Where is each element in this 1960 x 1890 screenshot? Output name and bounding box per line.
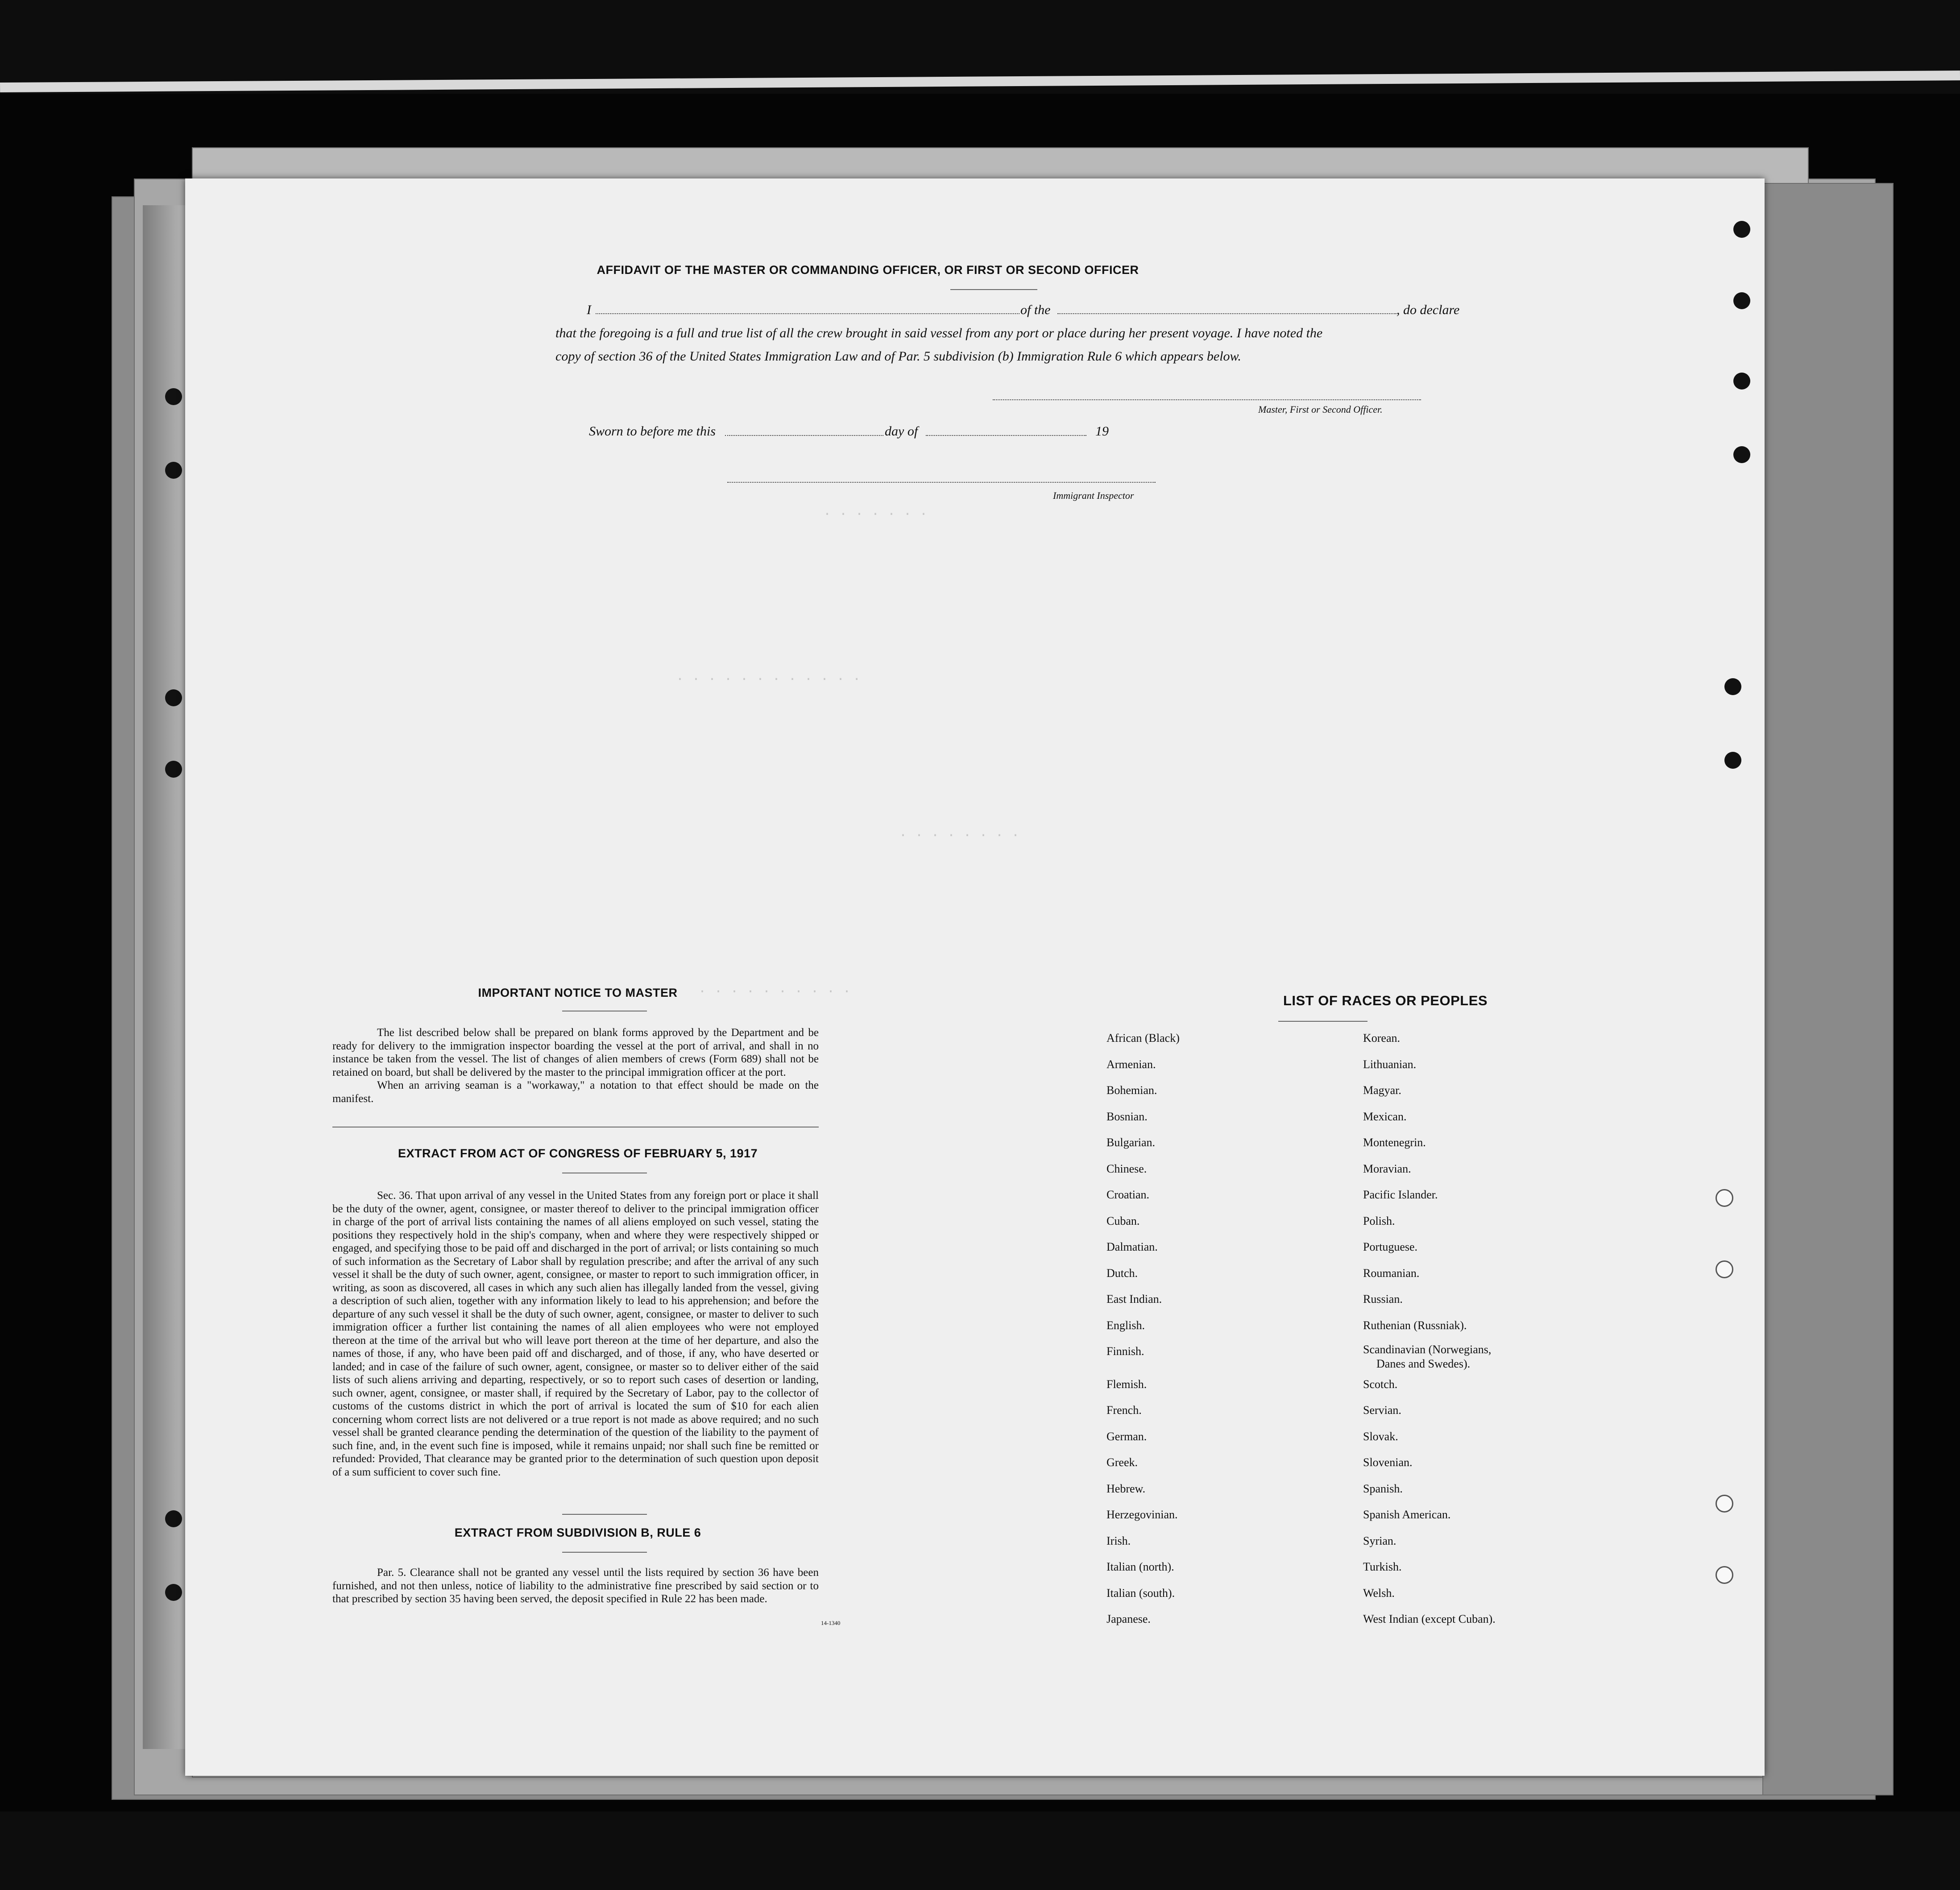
- race-item-right: Scandinavian (Norwegians,: [1363, 1343, 1492, 1356]
- notice-paragraph-1: The list described below shall be prepared on blank forms approved by the Department and be ready for delivery to the immigration inspector boarding the vessel at the port of arrival, and shall in no instance be taken from the vessel. The list of changes of alien members of crews (Form 689) shall not be retained on board, but shall be delivered by the master to the principal immigration officer at the port.: [332, 1027, 819, 1078]
- race-item-left: English.: [1106, 1318, 1145, 1332]
- race-item-right: Pacific Islander.: [1363, 1188, 1438, 1201]
- race-item-left: Armenian.: [1106, 1057, 1156, 1071]
- race-item-left: African (Black): [1106, 1032, 1180, 1044]
- race-item-right: Spanish.: [1363, 1482, 1403, 1495]
- binding-hole: [165, 462, 182, 479]
- affidavit-statement-1: that the foregoing is a full and true list of all the crew brought in said vessel from any port or place during her present voyage. I have noted the: [555, 326, 1323, 340]
- race-item-left: Hebrew.: [1106, 1482, 1146, 1495]
- race-item-right: Korean.: [1363, 1032, 1401, 1044]
- binding-hole: [1716, 1260, 1733, 1278]
- sworn-day-of: day of: [885, 424, 918, 439]
- section-divider: [562, 1514, 647, 1515]
- film-edge-strip: [0, 70, 1960, 92]
- race-item-left: Flemish.: [1106, 1377, 1147, 1391]
- binding-hole: [165, 1510, 182, 1527]
- race-item-left: Bosnian.: [1106, 1110, 1148, 1123]
- par-5-paragraph: Par. 5. Clearance shall not be granted any vessel until the lists required by section 36 have been furnished, and not then unless, notice of liability to the administrative fine prescribed by said section or to that prescribed by section 35 having been served, the deposit specified in Rule 22 has been made.: [332, 1567, 819, 1605]
- race-item-left: Italian (south).: [1106, 1586, 1175, 1600]
- section-36-paragraph: Sec. 36. That upon arrival of any vessel in the United States from any foreign port or place it shall be the duty of the owner, agent, consignee, or master thereof to deliver to the principal immigration officer in charge of the port of arrival lists containing the names of all aliens employed on such vessel, stating the positions they respectively hold in the ship's company, when and where they were respectively shipped or engaged, and specifying those to be paid off and discharged in the port of arrival; or lists containing so much of such information as the Secretary of Labor shall by regulation prescribe; and after the arrival of any such vessel it shall be the duty of such owner, agent, consignee, or master to report to such immigration officer, in writing, as soon as discovered, all cases in which any such alien has illegally landed from the vessel, giving a description of such alien, together with any information likely to lead to his apprehension; and before the departure of any such vessel it shall be the duty of such owner, agent, consignee, or master to deliver to such immigration officer a further list containing the names of all alien employees who were not employed thereon at the time of the arrival but who will leave port thereon at the time of her departure, and also the names of those, if any, who have been paid off and discharged, and of those, if any, who have deserted or landed; and in case of the failure of such owner, agent, consignee, or master so to deliver either of the said lists of such aliens arriving and departing, respectively, or so to report such cases of desertion or landing, such owner, agent, consignee, or master shall, if required by the Secretary of Labor, pay to the collector of customs of the customs district in which the port of arrival is located the sum of $10 for each alien concerning whom correct lists are not delivered or a true report is not made as above required; and no such vessel shall be granted clearance pending the determination of the question of the liability to the payment of such fine, and, in the event such fine is imposed, while it remains unpaid; nor shall such fine be remitted or refunded: Provided, That clearance may be granted prior to the determination of such question upon deposit of a sum sufficient to cover such fine.: [332, 1190, 819, 1478]
- form-number: 14-1340: [821, 1620, 841, 1626]
- binding-hole: [1716, 1495, 1733, 1513]
- binding-hole: [1733, 221, 1750, 238]
- race-item-right: Moravian.: [1363, 1162, 1411, 1175]
- binding-hole: [1724, 752, 1741, 769]
- binding-hole: [165, 388, 182, 405]
- notice-paragraph-2: When an arriving seaman is a "workaway," a notation to that effect should be made on the manifest.: [332, 1079, 819, 1105]
- race-item-left: Dutch.: [1106, 1266, 1138, 1280]
- binding-hole: [165, 689, 182, 706]
- officer-signature-line: [993, 399, 1421, 400]
- binding-hole: [1724, 678, 1741, 695]
- sworn-year: 19: [1095, 424, 1109, 439]
- binding-hole: [1733, 373, 1750, 390]
- race-item-right: Polish.: [1363, 1214, 1395, 1227]
- race-item-left: German.: [1106, 1430, 1147, 1443]
- affidavit-statement-2: copy of section 36 of the United States Immigration Law and of Par. 5 subdivision (b) Immigration Rule 6 which appears below.: [555, 349, 1241, 364]
- title-underline: [1278, 1021, 1367, 1022]
- name-blank: [596, 313, 1019, 314]
- race-item-right: Welsh.: [1363, 1586, 1395, 1600]
- affidavit-I-label: I: [587, 303, 591, 317]
- race-item-continuation: Danes and Swedes).: [1376, 1357, 1471, 1370]
- binding-hole: [1716, 1189, 1733, 1207]
- race-item-right: Slovak.: [1363, 1430, 1398, 1443]
- rule-extract-title: EXTRACT FROM SUBDIVISION B, RULE 6: [454, 1526, 701, 1539]
- races-title: LIST OF RACES OR PEOPLES: [1283, 993, 1488, 1008]
- race-item-left: Italian (north).: [1106, 1560, 1174, 1573]
- race-item-left: French.: [1106, 1404, 1142, 1417]
- race-item-left: Japanese.: [1106, 1612, 1151, 1625]
- inspector-caption: Immigrant Inspector: [1053, 490, 1134, 501]
- bleed-through-mark: . . . . . . . . . . . .: [676, 669, 861, 684]
- race-item-right: Lithuanian.: [1363, 1057, 1417, 1071]
- race-item-left: Finnish.: [1106, 1345, 1144, 1358]
- race-item-right: Magyar.: [1363, 1084, 1401, 1097]
- form-page: [185, 178, 1765, 1776]
- sworn-month-blank: [926, 435, 1086, 436]
- race-item-left: Cuban.: [1106, 1214, 1140, 1227]
- act-extract-text: [332, 1189, 819, 1479]
- sworn-prefix: Sworn to before me this: [589, 424, 716, 439]
- bleed-through-mark: . . . . . . . .: [899, 825, 1020, 841]
- inspector-signature-line: [727, 482, 1156, 483]
- races-column-right: [1363, 1032, 1702, 1647]
- race-item-right: Roumanian.: [1363, 1266, 1420, 1280]
- binding-hole: [165, 761, 182, 778]
- race-item-left: Chinese.: [1106, 1162, 1147, 1175]
- race-item-right: Mexican.: [1363, 1110, 1407, 1123]
- race-item-right: Servian.: [1363, 1404, 1401, 1417]
- affidavit-title: AFFIDAVIT OF THE MASTER OR COMMANDING OFFICER, OR FIRST OR SECOND OFFICER: [597, 263, 1139, 277]
- title-underline: [950, 289, 1037, 290]
- race-item-left: Croatian.: [1106, 1188, 1150, 1201]
- bleed-through-mark: . . . . . . .: [823, 504, 928, 519]
- race-item-left: Greek.: [1106, 1456, 1138, 1469]
- race-item-left: East Indian.: [1106, 1293, 1162, 1306]
- race-item-left: Bulgarian.: [1106, 1136, 1156, 1149]
- race-item-left: Herzegovinian.: [1106, 1508, 1178, 1521]
- officer-signature-caption: Master, First or Second Officer.: [1258, 404, 1383, 415]
- race-item-right: Scotch.: [1363, 1377, 1398, 1391]
- notice-title: IMPORTANT NOTICE TO MASTER: [478, 986, 678, 999]
- binding-hole: [165, 1584, 182, 1601]
- notice-text: [332, 1026, 819, 1105]
- rule-extract-text: [332, 1566, 819, 1606]
- binding-hole: [1716, 1566, 1733, 1584]
- race-item-right: Syrian.: [1363, 1534, 1396, 1547]
- vessel-blank: [1057, 313, 1396, 314]
- title-underline: [562, 1552, 647, 1553]
- race-item-right: Turkish.: [1363, 1560, 1402, 1573]
- race-item-right: Montenegrin.: [1363, 1136, 1426, 1149]
- race-item-right: Spanish American.: [1363, 1508, 1451, 1521]
- races-column-left: [1106, 1032, 1356, 1647]
- race-item-right: Ruthenian (Russniak).: [1363, 1318, 1467, 1332]
- affidavit-of-the-label: of the: [1020, 303, 1051, 317]
- race-item-left: Dalmatian.: [1106, 1240, 1158, 1253]
- affidavit-declare-label: , do declare: [1396, 303, 1460, 317]
- race-item-right: Slovenian.: [1363, 1456, 1413, 1469]
- binding-hole: [1733, 292, 1750, 309]
- binding-hole: [1733, 446, 1750, 463]
- race-item-right: Portuguese.: [1363, 1240, 1418, 1253]
- race-item-left: Bohemian.: [1106, 1084, 1157, 1097]
- race-item-right: Russian.: [1363, 1293, 1403, 1306]
- race-item-right: West Indian (except Cuban).: [1363, 1612, 1496, 1625]
- act-extract-title: EXTRACT FROM ACT OF CONGRESS OF FEBRUARY 5, 1917: [398, 1147, 758, 1160]
- race-item-left: Irish.: [1106, 1534, 1131, 1547]
- bleed-through-mark: . . . . . . . . . .: [698, 982, 851, 997]
- sworn-day-blank: [725, 435, 883, 436]
- underlying-sheet-right: [1762, 183, 1894, 1795]
